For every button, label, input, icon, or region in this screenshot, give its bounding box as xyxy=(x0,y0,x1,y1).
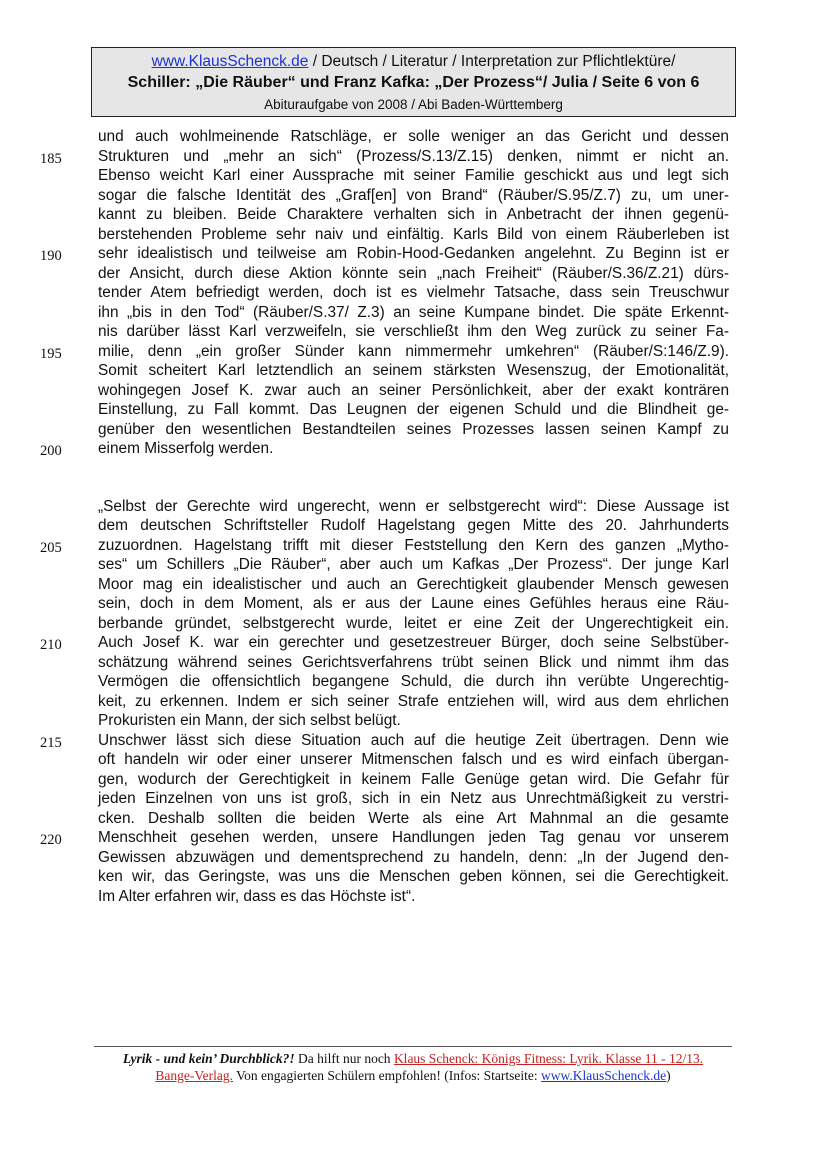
text-line: Menschheit gesehen werden, unsere Handlungen jeden Tag genau vor unserem xyxy=(98,829,729,846)
text-line: gen, wodurch der Gerechtigkeit in keinem Falle Genüge getan wird. Die Gefahr für xyxy=(98,771,729,788)
text-line: jeden Einzelnen von uns ist groß, sich in ein Netz aus Unrechtmäßigkeit zu verstri- xyxy=(98,790,729,807)
text-line: berstehenden Probleme sehr naiv und einfältig. Karls Bild von einem Räuberleben ist xyxy=(98,226,729,243)
header-line-1 xyxy=(92,52,735,71)
text-line: Gewissen abzuwägen und dementsprechend zu handeln, denn: „In der Jugend den- xyxy=(98,849,729,866)
text-line: ken wir, das Geringste, was uns die Menschen geben können, sei die Gerechtigkeit. xyxy=(98,868,729,885)
footer-promo-bold: Lyrik - und kein’ Durchblick?! xyxy=(122,1051,295,1066)
text-line: ses“ um Schillers „Die Räuber“, aber auch um Kafkas „Der Prozess“. Der junge Karl xyxy=(98,556,729,573)
line-number: 185 xyxy=(40,151,62,167)
line-number: 200 xyxy=(40,443,62,459)
footer-line-1 xyxy=(94,1050,732,1067)
text-line: genüber den wesentlichen Bestandteilen seines Prozesses lassen seinen Kampf zu xyxy=(98,421,729,438)
line-number: 195 xyxy=(40,346,62,362)
header-site-link[interactable]: www.KlausSchenck.de xyxy=(151,53,309,70)
text-line: einem Misserfolg werden. xyxy=(98,440,274,457)
text-line: Moor mag ein idealistischer und auch an Gerechtigkeit glaubender Mensch gewesen xyxy=(98,576,729,593)
text-line: sogar die falsche Identität des „Graf[en] von Brand“ (Räuber/S.95/Z.7) zu, um uner- xyxy=(98,187,729,204)
text-line: Unschwer lässt sich diese Situation auch auf die heutige Zeit übertragen. Denn wie xyxy=(98,732,729,749)
text-line: tender Atem befriedigt werden, doch ist es vielmehr Tatsache, dass sein Treuschwur xyxy=(98,284,729,301)
header-breadcrumb: / Deutsch / Literatur / Interpretation zur Pflichtlektüre/ xyxy=(308,53,676,70)
text-line: Im Alter erfahren wir, dass es das Höchste ist“. xyxy=(98,888,416,905)
text-line: Ebenso weicht Karl einer Aussprache mit seiner Familie geschickt aus und legt sich xyxy=(98,167,729,184)
line-number: 215 xyxy=(40,735,62,751)
text-line: cken. Deshalb sollten die beiden Werte als eine Art Mahnmal an die gesamte xyxy=(98,810,729,827)
line-number: 210 xyxy=(40,637,62,653)
text-line: und auch wohlmeinende Ratschläge, er solle weniger an das Gericht und dessen xyxy=(98,128,729,145)
line-number: 220 xyxy=(40,832,62,848)
text-line: wohingegen Josef K. zwar auch an seiner Persönlichkeit, aber der exakt konträren xyxy=(98,382,729,399)
text-line: sein, doch in dem Moment, als er aus der Laune eines Gefühles heraus eine Räu- xyxy=(98,595,729,612)
line-number: 190 xyxy=(40,248,62,264)
text-line: oft handeln wir oder einer unserer Mitmenschen falsch und es wird einfach übergan- xyxy=(98,751,729,768)
page-header xyxy=(91,47,736,117)
header-title: Schiller: „Die Räuber“ und Franz Kafka: „Der Prozess“/ Julia / Seite 6 von 6 xyxy=(127,74,700,91)
text-line: ihn „bis in den Tod“ (Räuber/S.37/ Z.3) an seine Kumpane bindet. Die späte Erkennt- xyxy=(98,304,729,321)
footer-site-link[interactable]: www.KlausSchenck.de xyxy=(541,1068,667,1083)
footer-publisher-link[interactable]: Bange-Verlag. xyxy=(155,1068,233,1083)
footer-promo-text: Da hilft nur noch xyxy=(294,1051,394,1066)
text-line: Auch Josef K. war ein gerechter und gesetzestreuer Bürger, doch seine Selbstüber- xyxy=(98,634,729,651)
text-line: schätzung während seines Gerichtsverfahrens trübt seinen Blick und nimmt ihm das xyxy=(98,654,729,671)
text-line: sehr idealistisch und teilweise am Robin-Hood-Gedanken angelehnt. Zu Beginn ist er xyxy=(98,245,729,262)
text-line: Somit scheitert Karl letztendlich an seinem stärksten Wesenszug, der Emotionalität, xyxy=(98,362,729,379)
footer-book-link[interactable]: Klaus Schenck: Königs Fitness: Lyrik. Klasse 11 - 12/13. xyxy=(393,1051,704,1066)
text-line: berbande gründet, selbstgerecht wurde, leitet er eine Zeit der Ungerechtigkeit ein. xyxy=(98,615,729,632)
text-line: „Selbst der Gerechte wird ungerecht, wenn er selbstgerecht wird“: Diese Aussage ist xyxy=(98,498,729,515)
line-number: 205 xyxy=(40,540,62,556)
text-line: Einstellung, zu Fall kommt. Das Leugnen der eigenen Schuld und die Blindheit ge- xyxy=(98,401,729,418)
text-line: keit, zu erkennen. Indem er sich seiner Strafe entziehen will, wird aus dem ehrlichen xyxy=(98,693,729,710)
footer-divider xyxy=(94,1046,732,1047)
text-line: Strukturen und „mehr an sich“ (Prozess/S.13/Z.15) denken, nimmt er nicht an. xyxy=(98,148,729,165)
text-line: kannt zu bleiben. Beide Charaktere verhalten sich in Anbetracht der ihnen gegenü- xyxy=(98,206,729,223)
text-line: dem deutschen Schriftsteller Rudolf Hagelstang gegen Mitte des 20. Jahrhunderts xyxy=(98,517,729,534)
text-line: milie, denn „ein großer Sünder kann nimmermehr umkehren“ (Räuber/S:146/Z.9). xyxy=(98,343,729,360)
text-line: zuzuordnen. Hagelstang trifft mit dieser Feststellung den Kern des ganzen „Mytho- xyxy=(98,537,729,554)
footer-close-paren: ) xyxy=(666,1068,671,1083)
text-line: nis darüber lässt Karl verzweifeln, sie verschließt ihm den Weg zurück zu seiner Fa- xyxy=(98,323,729,340)
text-line: Prokuristen ein Mann, der sich selbst belügt. xyxy=(98,712,401,729)
footer-line-2 xyxy=(94,1067,732,1084)
header-subtitle: Abituraufgabe von 2008 / Abi Baden-Württemberg xyxy=(264,97,563,112)
text-line: Vermögen die offensichtlich begangene Schuld, die durch ihn verübte Ungerechtig- xyxy=(98,673,729,690)
text-line: der Ansicht, durch diese Aktion könnte sein „nach Freiheit“ (Räuber/S.36/Z.21) dürs- xyxy=(98,265,729,282)
footer-recommend-text: Von engagierten Schülern empfohlen! (Infos: Startseite: xyxy=(232,1068,542,1083)
